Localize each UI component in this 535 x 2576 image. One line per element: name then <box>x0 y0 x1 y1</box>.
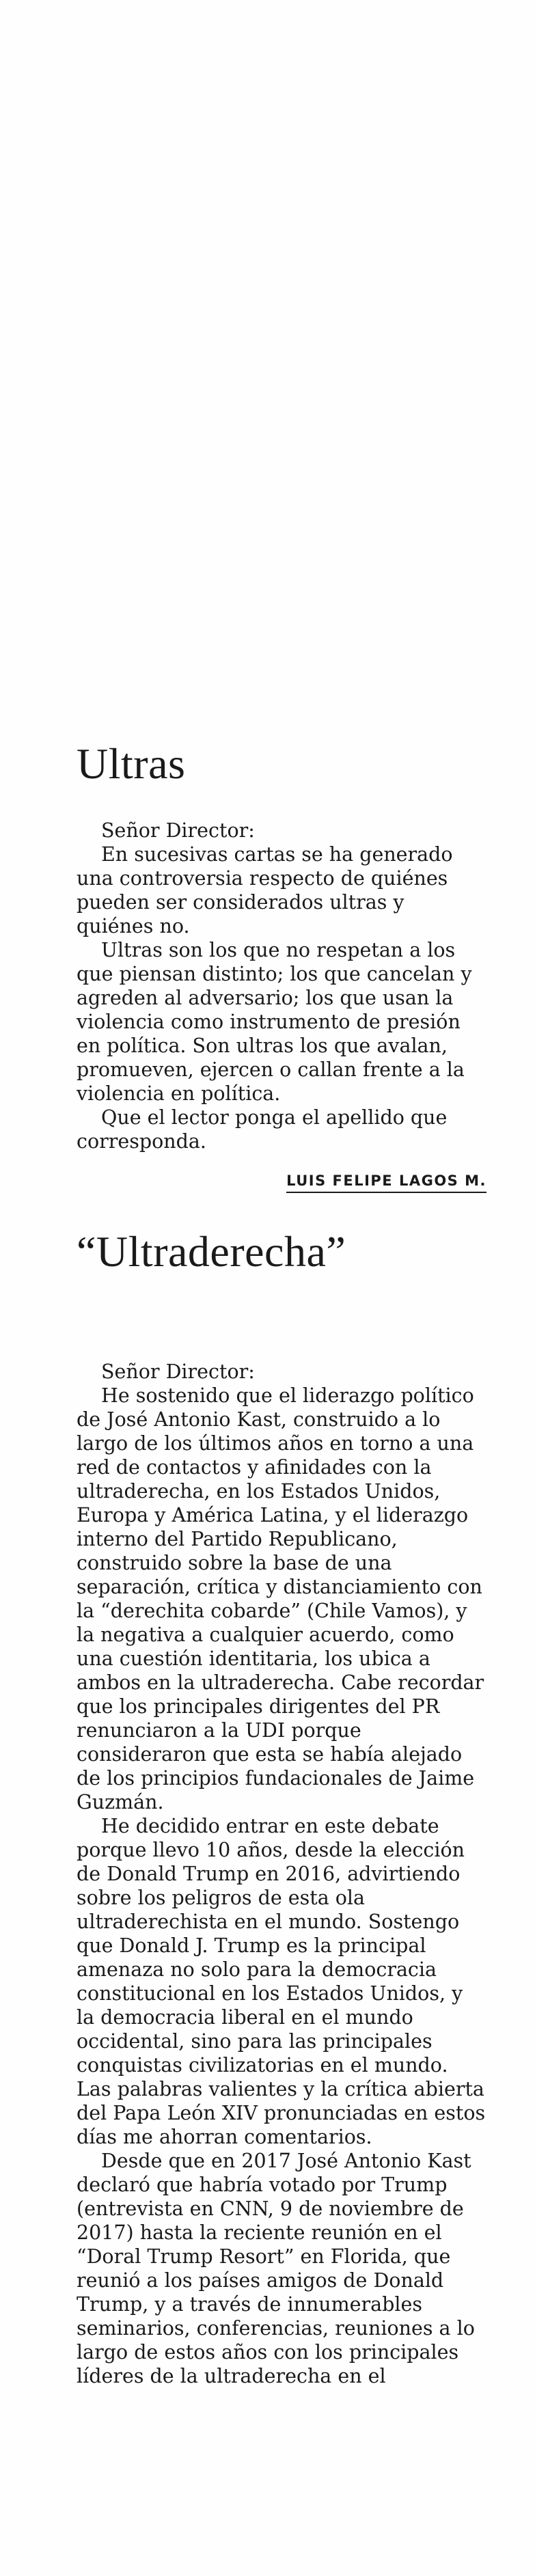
paragraph: Que el lector ponga el apellido que corresponda. <box>77 1106 448 1153</box>
letter-signature: LUIS FELIPE LAGOS M. <box>286 1173 486 1193</box>
paragraph: He sostenido que el liderazgo político de José Antonio Kast, construido a lo largo de los últimos años en torno a una red de contactos y afinidades con la ultraderecha, en los Estados Unidos, Europa y América Latina, y el liderazgo interno del Partido Republicano, construido sobre la base de una separación, crítica y distanciamiento con la “derechita cobarde” (Chile Vamos), y la negativa a cualquier acuerdo, como una cuestión identitaria, los ubica a ambos en la ultraderecha. Cabe recordar que los principales dirigentes del PR renunciaron a la UDI porque consideraron que esta se había alejado de los principios fundacionales de Jaime Guzmán. <box>77 1384 484 1813</box>
letter-body <box>77 1360 486 2388</box>
letter-heading: Ultras <box>77 739 186 788</box>
letter-body <box>77 819 486 1153</box>
paragraph: He decidido entrar en este debate porque llevo 10 años, desde la elección de Donald Trump en 2016, advirtiendo sobre los peligros de esta ola ultraderechista en el mundo. Sostengo que Donald J. Trump es la principal amenaza no solo para la democracia constitucional en los Estados Unidos, y la democracia liberal en el mundo occidental, sino para las principales conquistas civilizatorias en el mundo. Las palabras valientes y la crítica abierta del Papa León XIV pronunciadas en estos días me ahorran comentarios. <box>77 1815 486 2148</box>
paragraph: En sucesivas cartas se ha generado una controversia respecto de quiénes pueden ser considerados ultras y quiénes no. <box>77 843 453 937</box>
salutation: Señor Director: <box>101 819 255 842</box>
letter-heading: “Ultraderecha” <box>77 1227 346 1276</box>
salutation: Señor Director: <box>101 1360 255 1383</box>
paragraph: Ultras son los que no respetan a los que piensan distinto; los que cancelan y agreden al adversario; los que usan la violencia como instrumento de presión en política. Son ultras los que avalan, promueven, ejercen o callan frente a la violencia en política. <box>77 939 472 1105</box>
signature-row <box>77 1173 486 1193</box>
paragraph: Desde que en 2017 José Antonio Kast declaró que habría votado por Trump (entrevista en CNN, 9 de noviembre de 2017) hasta la reciente reunión en el “Doral Trump Resort” en Florida, que reunió a los países amigos de Donald Trump, y a través de innumerables seminarios, conferencias, reuniones a lo largo de estos años con los principales líderes de la ultraderecha en el <box>77 2150 475 2387</box>
